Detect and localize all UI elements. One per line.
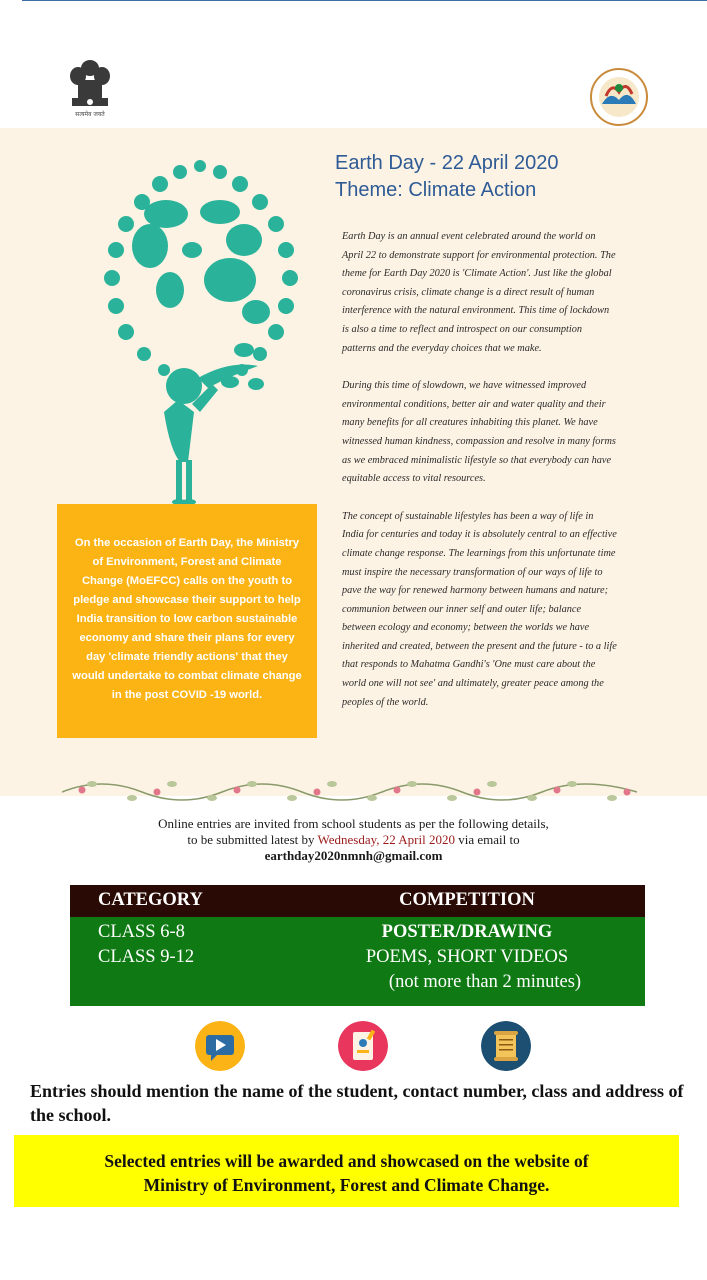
competition-table-body (70, 917, 645, 1006)
video-icon (195, 1021, 245, 1071)
competition-cell: POEMS, SHORT VIDEOS (365, 947, 569, 967)
category-cell: CLASS 9-12 (98, 947, 195, 967)
header-competition: COMPETITION (399, 890, 535, 910)
event-title-line1: Earth Day - 22 April 2020 (335, 152, 559, 174)
invite-text (0, 816, 707, 864)
earth-child-illustration (80, 150, 320, 520)
category-cell: CLASS 6-8 (98, 922, 185, 942)
competition-table-header (70, 885, 645, 917)
invite-line2 (0, 832, 707, 848)
top-rule (22, 0, 707, 1)
awards-line1: Selected entries will be awarded and showcased on the website of (104, 1151, 589, 1171)
intro-paragraph: During this time of slowdown, we have witnessed improved environmental conditions, better air and water quality and their many benefits for all creatures inhabiting this planet. We have witnessed human kindness, compassion and resolve in many forms as we embraced minimalistic lifestyle so that everybody can have equitable access to vital resources. (342, 380, 616, 485)
call-to-action-box (57, 504, 317, 738)
call-to-action-text: On the occasion of Earth Day, the Ministry of Environment, Forest and Climate Change (MoEFCC) calls on the youth to pledge and showcase their support to help India transition to low carbon sustainable economy and share their plans for every day 'climate friendly actions' that they would undertake to combat climate change in the post COVID -19 world. (72, 537, 302, 701)
invite-line2-prefix: to be submitted latest by (187, 832, 318, 847)
drawing-icon (338, 1021, 388, 1071)
event-title-line2: Theme: Climate Action (335, 179, 537, 201)
competition-cell: POSTER/DRAWING (381, 922, 553, 942)
intro-paragraph: The concept of sustainable lifestyles has been a way of life in India for centuries and today it is absolutely central to an effective climate change response. The learnings from this unfortunate time must inspire the necessary transformation of our ways of life to pave the way for renewed harmony between humans and nature; communion between our inner self and outer life; balance between ecology and economy; between the worlds we have inherited and created, between the present and the future - to a life that responds to Mahatma Gandhi's 'One must care about the world one will not see' and ultimately, greater peace among the peoples of the world. (342, 510, 617, 708)
invite-line2-suffix: via email to (454, 832, 520, 847)
competition-table (70, 885, 645, 1006)
emblem-caption: सत्यमेव जयते (75, 111, 105, 118)
intro-text (342, 228, 617, 731)
invite-line1: Online entries are invited from school students as per the following details, (158, 816, 549, 831)
flower-vine-divider (62, 770, 637, 808)
submission-deadline: Wednesday, 22 April 2020 (317, 832, 455, 847)
event-title (335, 150, 558, 204)
ministry-logo-icon (588, 66, 650, 128)
awards-banner (14, 1135, 679, 1207)
video-length-note: (not more than 2 minutes) (388, 972, 582, 992)
submission-email: earthday2020nmnh@gmail.com (264, 848, 443, 863)
entries-requirement-note: Entries should mention the name of the student, contact number, class and address of the school. (30, 1081, 684, 1125)
awards-line2: Ministry of Environment, Forest and Climate Change. (143, 1175, 550, 1195)
header-category: CATEGORY (98, 890, 203, 910)
scroll-icon (481, 1021, 531, 1071)
intro-paragraph: Earth Day is an annual event celebrated around the world on April 22 to demonstrate support for environmental protection. The theme for Earth Day 2020 is 'Climate Action'. Just like the global coronavirus crisis, climate change is a direct result of human interference with the natural environment. This time of lockdown is also a time to reflect and introspect on our consumption patterns and the everyday choices that we make. (342, 231, 616, 354)
